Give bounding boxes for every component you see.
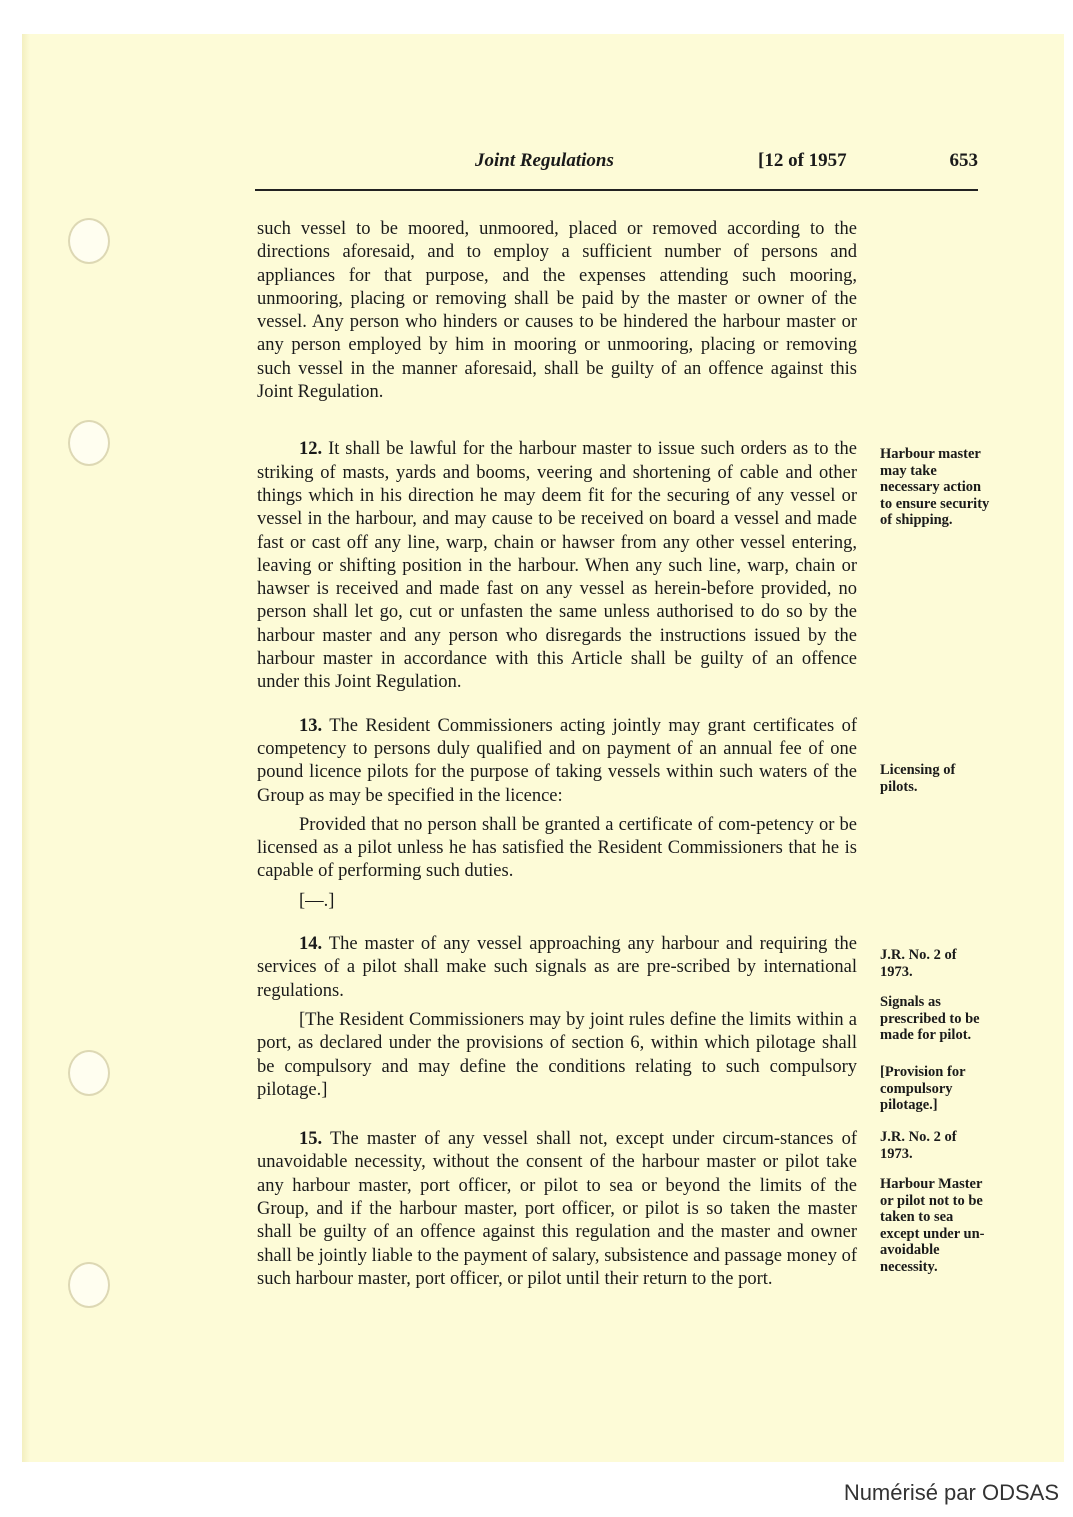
section-13-proviso: Provided that no person shall be granted a certificate of com-petency or be licensed as a pilot unless he has satisfied the Resident Commissioners that he is capable of performing such duties. — [257, 814, 857, 882]
punch-hole-3 — [68, 1050, 110, 1096]
binding-shadow — [22, 34, 30, 1462]
section-12-text: It shall be lawful for the harbour master to issue such orders as to the striking of masts, yards and booms, veering and shortening of cable and other things which in his direction he may deem fit for the securing of any vessel or vessel in the harbour, and may cause to be received on board a vessel and made fast or cast off any line, warp, chain or hawser from any other vessel entering, leaving or shifting position in the harbour. When any such line, warp, chain or hawser is received and made fast on any vessel as herein-before provided, no person shall let go, cut or unfasten the same unless authorised to do so by the harbour master and any person who disregards the instructions issued by the harbour master in accordance with this Article shall be guilty of an offence under this Joint Regulation. — [257, 439, 858, 693]
punch-hole-4 — [68, 1262, 110, 1308]
header-rule — [255, 189, 978, 191]
header-title: Joint Regulations — [475, 150, 614, 171]
section-12 — [257, 438, 857, 694]
main-text — [257, 218, 857, 1311]
section-14 — [257, 933, 857, 1003]
page-number: 653 — [949, 150, 978, 171]
section-15-text: The master of any vessel shall not, except under circum-stances of unavoidable necessity, without the consent of the harbour master or pilot take any harbour master, port officer, or pilot to sea or beyond the limits of the Group, and if the harbour master, port officer, or pilot is so taken the master shall be guilty of an offence against this regulation and the master and owner shall be jointly liable to the payment of salary, subsistence and passage money of such harbour master, port officer, or pilot until their return to the port. — [257, 1129, 857, 1289]
section-14-number: 14. — [299, 934, 323, 955]
section-13-repealed: [—.] — [299, 890, 335, 911]
margin-note-jr-1: J.R. No. 2 of 1973. — [880, 947, 957, 980]
header-act-reference: [12 of 1957 — [758, 150, 847, 171]
section-13-number: 13. — [299, 715, 323, 736]
section-13-text: The Resident Commissioners acting jointly may grant certificates of competency to persons duly qualified and on payment of an annual fee of one pound licence pilots for the purpose of taking vessels within such waters of the Group as may be specified in the licence: — [257, 715, 857, 806]
digitization-credit: Numérisé par ODSAS — [843, 1480, 1059, 1505]
running-header — [255, 148, 978, 188]
section-12-number: 12. — [299, 439, 323, 460]
section-13 — [257, 715, 857, 808]
section-14-text: The master of any vessel approaching any harbour and requiring the services of a pilot shall make such signals as are pre-scribed by international regulations. — [257, 934, 857, 1001]
punch-hole-1 — [68, 218, 110, 264]
margin-note-s14: Signals as prescribed to be made for pilot. — [880, 994, 980, 1043]
continuation-paragraph: such vessel to be moored, unmoored, placed or removed according to the directions aforesaid, and to employ a sufficient number of persons and appliances for that purpose, and the expenses attending such mooring, unmooring, placing or removing shall be paid by the master or owner of the vessel. Any person who hinders or causes to be hindered the harbour master or any person employed by him in mooring or unmooring, placing or removing such vessel in the manner aforesaid, shall be guilty of an offence against this Joint Regulation. — [257, 219, 857, 403]
section-14-bracket: [The Resident Commissioners may by joint rules define the limits within a port, as declared under the provisions of section 6, within which pilotage shall be compulsory and may define the conditions relating to such compulsory pilotage.] — [257, 1009, 857, 1100]
section-15-number: 15. — [299, 1129, 323, 1150]
section-15 — [257, 1128, 857, 1291]
punch-hole-2 — [68, 420, 110, 466]
margin-note-s12: Harbour master may take necessary action to ensure security of shipping. — [880, 446, 990, 528]
margin-note-s15: Harbour Master or pilot not to be taken to sea except under un-avoidable necessity. — [880, 1176, 985, 1275]
margin-note-s14-provision: [Provision for compulsory pilotage.] — [880, 1064, 966, 1113]
margin-note-s13: Licensing of pilots. — [880, 762, 956, 795]
margin-note-jr-2: J.R. No. 2 of 1973. — [880, 1129, 957, 1162]
